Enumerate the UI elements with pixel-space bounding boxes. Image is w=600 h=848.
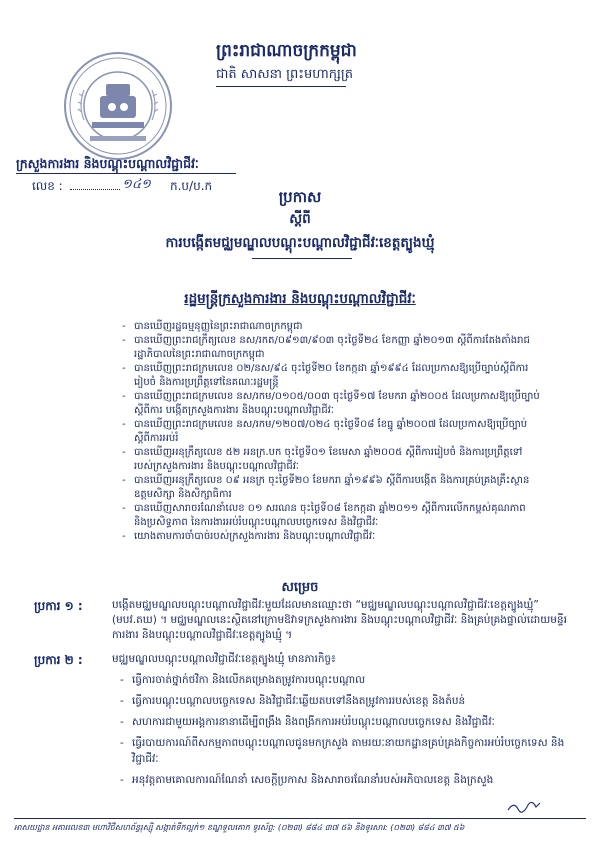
reference-item: - បានឃើញព្រះរាជក្រមលេខ ០២/នស/៩៤ ចុះថ្ងៃទី២០ ខែកក្កដា ឆ្នាំ១៩៩៤ ដែលប្រកាសឱ្យប្រើច្បាប់ស្តីពីការរៀបចំ និងការប្រព្រឹត្តទៅនៃគណៈរដ្ឋមន្ត្រី [120, 362, 540, 390]
reference-item: - បានឃើញព្រះរាជក្រមលេខ នស/រកម/០១០៥/០០៣ ចុះថ្ងៃទី១៧ ខែមករា ឆ្នាំ២០០៥ ដែលប្រកាសឱ្យប្រើច្បាប់ស្តីពីការ បង្កើតក្រសួងការងារ និងបណ្តុះបណ្តាលវិជ្ជាជីវៈ [120, 390, 540, 418]
footer-divider [14, 818, 586, 819]
reference-item: - បានឃើញសារាចរណែនាំលេខ ០១ សរណន ចុះថ្ងៃទី០៨ ខែកក្កដា ឆ្នាំ២០១១ ស្តីពីការលើកកម្ពស់គុណភាព និងប្រសិទ្ធភាព នៃការងារអប់រំបណ្តុះបណ្តាលបច្ចេកទេស និងវិជ្ជាជីវៈ [120, 502, 540, 530]
document-about: ស្តីពី [289, 211, 311, 227]
document-subject: ការបង្កើតមជ្ឈមណ្ឌលបណ្តុះបណ្តាលវិជ្ជាជីវៈខេត្តត្បូងឃ្មុំ [165, 235, 435, 251]
ministry-divider [16, 173, 236, 174]
duty-item: - ធ្វើការចាត់ថ្នាក់ថវិកា និងលើកគម្រោងតម្រូវការបណ្តុះបណ្តាល [118, 672, 568, 688]
document-type: ប្រកាស [278, 188, 322, 206]
reference-item: - បានឃើញអនុក្រឹត្យលេខ ០៩ អនក្រ ចុះថ្ងៃទី២០ ខែមករា ឆ្នាំ១៩៩៦ ស្តីពីការបង្កើត និងការគ្រប់គ្រងគ្រឹះស្ថានឧត្តមសិក្សា និងសិក្សាធិការ [120, 474, 540, 502]
reference-suffix: ក.ប/ប.ក [170, 179, 213, 193]
reference-item: - យោងតាមការចាំបាច់របស់ក្រសួងការងារ និងបណ្តុះបណ្តាលវិជ្ជាជីវៈ [120, 530, 540, 544]
decides-heading: សម្រេច [281, 580, 319, 595]
footer-address: អាសយដ្ឋាន អគារលេខ៣ មហាវិថីសហព័ន្ធរុស្ស៊ី សង្កាត់ទឹកល្អក់១ ខណ្ឌទួលគោក ទូរស័ព្ទ: (០២៣) ៨៨៤ ៣៧ ៥៦ និងទូរសារ: (០២៣) ៨៨៤ ៣៧ ៥៦ [14, 823, 465, 832]
article-2-duties [118, 672, 568, 793]
references-list [120, 320, 540, 544]
reference-number: ១៤១ [122, 177, 151, 192]
national-motto: ជាតិ សាសនា ព្រះមហាក្សត្រ [216, 67, 353, 82]
reference-item: - បានឃើញព្រះរាជក្រឹត្យលេខ នស/រកត/០៩១៣/៩០៣ ចុះថ្ងៃទី២៤ ខែកញ្ញា ឆ្នាំ២០១៣ ស្តីពីការតែងតាំងរាជរដ្ឋាភិបាលនៃព្រះរាជាណាចក្រកម្ពុជា [120, 334, 540, 362]
title-divider [252, 258, 352, 259]
article-1-text: បង្កើតមជ្ឈមណ្ឌលបណ្តុះបណ្តាលវិជ្ជាជីវៈមួយដែលមានឈ្មោះថា “មជ្ឈមណ្ឌលបណ្តុះបណ្តាលវិជ្ជាជីវៈខេត្តត្បូងឃ្មុំ” (មបវ.តឃ) ។ មជ្ឈមណ្ឌលនេះស្ថិតនៅក្រោមឱវាទក្រសួងការងារ និងបណ្តុះបណ្តាលវិជ្ជាជីវៈ និងគ្រប់គ្រងផ្ទាល់ដោយមន្ទីរការងារ និងបណ្តុះបណ្តាលវិជ្ជាជីវៈខេត្តត្បូងឃ្មុំ ។ [112, 599, 567, 641]
initials-signature [506, 797, 542, 815]
reference-item: - បានឃើញអនុក្រឹត្យលេខ ៥២ អនក្រ.បក ចុះថ្ងៃទី០១ ខែមេសា ឆ្នាំ២០០៥ ស្តីពីការរៀបចំ និងការប្រព្រឹត្តទៅរបស់ក្រសួងការងារ និងបណ្តុះបណ្តាលវិជ្ជាជីវៈ [120, 446, 540, 474]
duty-item: - សហការជាមួយអង្គការនានាដើម្បីពង្រឹង និងពង្រីកការអប់រំបណ្តុះបណ្តាលបច្ចេកទេស និងវិជ្ជាជីវៈ [118, 714, 568, 730]
duty-item: - ធ្វើរបាយការណ៍ពីសកម្មភាពបណ្តុះបណ្តាលជូនមកក្រសួង តាមរយៈនាយកដ្ឋានគ្រប់គ្រងកិច្ចការអប់រំបច្ចេកទេស និងវិជ្ជាជីវៈ [118, 735, 568, 767]
article-2-label: ប្រការ ២ : [34, 653, 83, 667]
reference-label: លេខ : [32, 179, 63, 193]
minister-heading: រដ្ឋមន្ត្រីក្រសួងការងារ និងបណ្តុះបណ្តាលវិជ្ជាជីវៈ [184, 291, 416, 307]
article-1-label: ប្រការ ១ : [34, 599, 83, 613]
ministry-seal [62, 50, 174, 162]
duty-item: - ធ្វើការបណ្តុះបណ្តាលបច្ចេកទេស និងវិជ្ជាជីវៈឆ្លើយតបទៅនឹងតម្រូវការរបស់ខេត្ត និងតំបន់ [118, 693, 568, 709]
reference-item: - បានឃើញរដ្ឋធម្មនុញ្ញនៃព្រះរាជាណាចក្រកម្ពុជា [120, 320, 540, 334]
reference-item: - បានឃើញព្រះរាជក្រមលេខ នស/រកម/១២០៧/០២៤ ចុះថ្ងៃទី០៨ ខែធ្នូ ឆ្នាំ២០០៧ ដែលប្រកាសឱ្យប្រើច្បាប់ស្តីពីការអប់រំ [120, 418, 540, 446]
motto-divider [216, 86, 346, 87]
duty-item: - អនុវត្តតាមគោលការណ៍ណែនាំ សេចក្តីប្រកាស និងសារាចរណែនាំរបស់អភិបាលខេត្ត និងក្រសួង [118, 772, 568, 788]
kingdom-heading: ព្រះរាជាណាចក្រកម្ពុជា [216, 41, 357, 61]
article-2-text: មជ្ឈមណ្ឌលបណ្តុះបណ្តាលវិជ្ជាជីវៈខេត្តត្បូងឃ្មុំ មានភារកិច្ច៖ [112, 653, 336, 665]
ministry-name: ក្រសួងការងារ និងបណ្តុះបណ្តាលវិជ្ជាជីវៈ [16, 156, 199, 171]
